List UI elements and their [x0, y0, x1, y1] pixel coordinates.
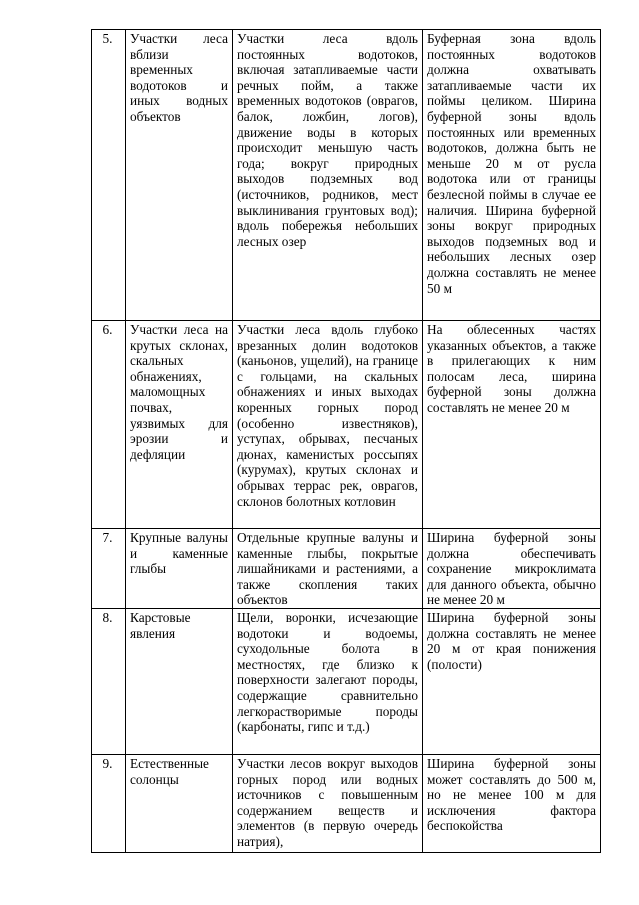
table-row — [92, 529, 601, 609]
table-row — [92, 609, 601, 755]
description-cell: Отдельные крупные валуны и каменные глыбы, покрытые лишайниками и растениями, а также скопления таких объектов — [233, 529, 423, 609]
description-cell: Участки лесов вокруг выходов горных пород или водных источников с повышенным содержанием веществ и элементов (в первую очередь натрия), — [237, 756, 418, 849]
row-number: 5. — [92, 30, 126, 321]
table-row — [92, 755, 601, 853]
object-cell: Естественные солонцы — [126, 755, 233, 853]
object-cell: Крупные валуны и каменные глыбы — [126, 529, 233, 609]
buffer-zone-cell: На облесенных частях указанных объектов, а также в прилегающих к ним полосам леса, ширина буферной зоны должна составлять не менее 20 м — [423, 321, 601, 529]
table-row — [92, 321, 601, 529]
buffer-zone-cell: Ширина буферной зоны может составлять до 500 м, но не менее 100 м для исключения фактора беспокойства — [423, 755, 601, 853]
row-number: 9. — [92, 755, 126, 853]
description-cell: Участки леса вдоль постоянных водотоков, включая затапливаемые части речных пойм, а также временных водотоков (оврагов, балок, ложбин, логов), движение воды в которых происходит меньшую часть года; вокруг природных выходов подземных вод (источников, родников, мест выклинивания грунтовых вод); вдоль побережья небольших лесных озер — [233, 30, 423, 321]
buffer-zone-cell: Ширина буферной зоны должна составлять не менее 20 м от края понижения (полости) — [423, 609, 601, 755]
object-cell: Участки леса вблизи временных водотоков и иных водных объектов — [126, 30, 233, 321]
row-number: 7. — [92, 529, 126, 609]
buffer-zone-cell: Ширина буферной зоны должна обеспечивать сохранение микроклимата для данного объекта, обычно не менее 20 м — [423, 529, 601, 609]
row-number: 8. — [92, 609, 126, 755]
buffer-zones-table — [91, 29, 601, 853]
description-cell: Участки леса вдоль глубоко врезанных долин водотоков (каньонов, ущелий), на границе с гольцами, на скальных обнажениях и иных выходах коренных горных пород (особенно известняков), уступах, обрывах, песчаных дюнах, каменистых россыпях (курумах), крутых склонах и обрывах террас рек, оврагов, склонов болотных котловин — [233, 321, 423, 529]
object-cell: Участки леса на крутых склонах, скальных обнажениях, маломощных почвах, уязвимых для эрозии и дефляции — [126, 321, 233, 529]
row-number: 6. — [92, 321, 126, 529]
object-cell: Карстовые явления — [126, 609, 233, 755]
table-row — [92, 30, 601, 321]
description-cell: Щели, воронки, исчезающие водотоки и водоемы, суходольные болота в местностях, где близко к поверхности залегают породы, содержащие сравнительно легкорастворимые породы (карбонаты, гипс и т.д.) — [233, 609, 423, 755]
buffer-zone-cell: Буферная зона вдоль постоянных водотоков должна охватывать затапливаемые части их поймы целиком. Ширина буферной зоны вдоль постоянных или временных водотоков, должна быть не меньше 20 м от русла водотока или от границы безлесной поймы в случае ее наличия. Ширина буферной зоны вокруг природных выходов подземных вод и небольших лесных озер должна составлять не менее 50 м — [423, 30, 601, 321]
